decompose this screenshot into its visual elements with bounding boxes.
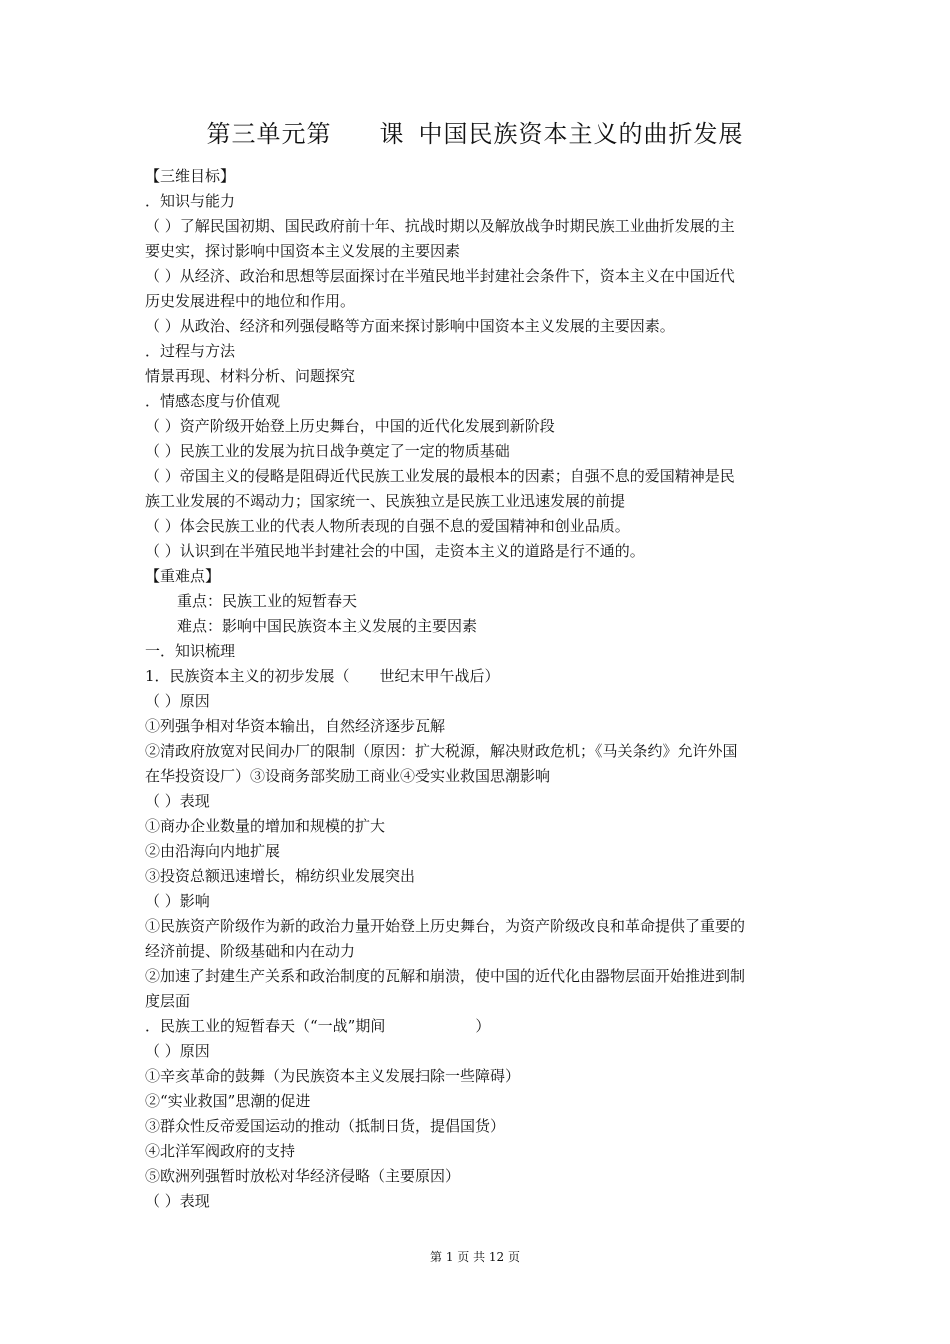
text-line: 1．民族资本主义的初步发展（ 世纪末甲午战后） — [145, 667, 500, 685]
text-line: 在华投资设厂）③设商务部奖励工商业④受实业救国思潮影响 — [145, 767, 551, 785]
text-line: ④北洋军阀政府的支持 — [145, 1142, 296, 1160]
text-line: 要史实，探讨影响中国资本主义发展的主要因素 — [145, 242, 461, 260]
document-body — [145, 164, 810, 1214]
text-line: 难点：影响中国民族资本主义发展的主要因素 — [177, 617, 478, 635]
text-line: （ ）帝国主义的侵略是阻碍近代民族工业发展的最根本的因素；自强不息的爱国精神是民 — [145, 467, 735, 485]
text-line: ②“实业救国”思潮的促进 — [145, 1092, 311, 1110]
text-line: 历史发展进程中的地位和作用。 — [145, 292, 356, 310]
text-line: ②加速了封建生产关系和政治制度的瓦解和崩溃，使中国的近代化由器物层面开始推进到制 — [145, 967, 746, 985]
text-line: ③群众性反帝爱国运动的推动（抵制日货，提倡国货） — [145, 1117, 506, 1135]
text-line: （ ）体会民族工业的代表人物所表现的自强不息的爱国精神和创业品质。 — [145, 517, 630, 535]
text-line: （ ）表现 — [145, 792, 210, 810]
text-line: ①民族资产阶级作为新的政治力量开始登上历史舞台，为资产阶级改良和革命提供了重要的 — [145, 917, 746, 935]
text-line: （ ）了解民国初期、国民政府前十年、抗战时期以及解放战争时期民族工业曲折发展的主 — [145, 217, 735, 235]
text-line: （ ）从政治、经济和列强侵略等方面来探讨影响中国资本主义发展的主要因素。 — [145, 317, 675, 335]
text-line: ．过程与方法 — [145, 342, 236, 360]
title-part-1: 第三单元第 — [206, 120, 332, 148]
text-line: ．民族工业的短暂春天（“一战”期间 ） — [145, 1017, 491, 1035]
text-line: 一．知识梳理 — [145, 642, 236, 660]
text-line: ③投资总额迅速增长，棉纺织业发展突出 — [145, 867, 416, 885]
text-line: （ ）资产阶级开始登上历史舞台，中国的近代化发展到新阶段 — [145, 417, 555, 435]
text-line: （ ）原因 — [145, 692, 210, 710]
text-line: 重点：民族工业的短暂春天 — [177, 592, 358, 610]
text-line: ②由沿海向内地扩展 — [145, 842, 281, 860]
title-part-3: 中国民族资本主义的曲折发展 — [418, 120, 744, 148]
text-line: ．知识与能力 — [145, 192, 236, 210]
text-line: （ ）表现 — [145, 1192, 210, 1210]
text-line: ①列强争相对华资本输出，自然经济逐步瓦解 — [145, 717, 446, 735]
text-line: ①商办企业数量的增加和规模的扩大 — [145, 817, 386, 835]
text-line: （ ）原因 — [145, 1042, 210, 1060]
text-line: 情景再现、材料分析、问题探究 — [145, 367, 356, 385]
text-line: 【三维目标】 — [145, 167, 236, 185]
text-line: 族工业发展的不竭动力；国家统一、民族独立是民族工业迅速发展的前提 — [145, 492, 626, 510]
text-line: （ ）从经济、政治和思想等层面探讨在半殖民地半封建社会条件下，资本主义在中国近代 — [145, 267, 735, 285]
page-footer: 第 1 页 共 12 页 — [430, 1250, 520, 1264]
page-title — [0, 114, 950, 154]
text-line: 【重难点】 — [145, 567, 221, 585]
text-line: ．情感态度与价值观 — [145, 392, 281, 410]
text-line: （ ）民族工业的发展为抗日战争奠定了一定的物质基础 — [145, 442, 510, 460]
text-line: ①辛亥革命的鼓舞（为民族资本主义发展扫除一些障碍） — [145, 1067, 521, 1085]
text-line: 度层面 — [145, 992, 191, 1010]
text-line: 经济前提、阶级基础和内在动力 — [145, 942, 356, 960]
text-line: ②清政府放宽对民间办厂的限制（原因：扩大税源，解决财政危机；《马关条约》允许外国 — [145, 742, 738, 760]
text-line: （ ）认识到在半殖民地半封建社会的中国，走资本主义的道路是行不通的。 — [145, 542, 645, 560]
text-line: （ ）影响 — [145, 892, 210, 910]
title-part-2: 课 — [379, 120, 405, 148]
text-line: ⑤欧洲列强暂时放松对华经济侵略（主要原因） — [145, 1167, 461, 1185]
